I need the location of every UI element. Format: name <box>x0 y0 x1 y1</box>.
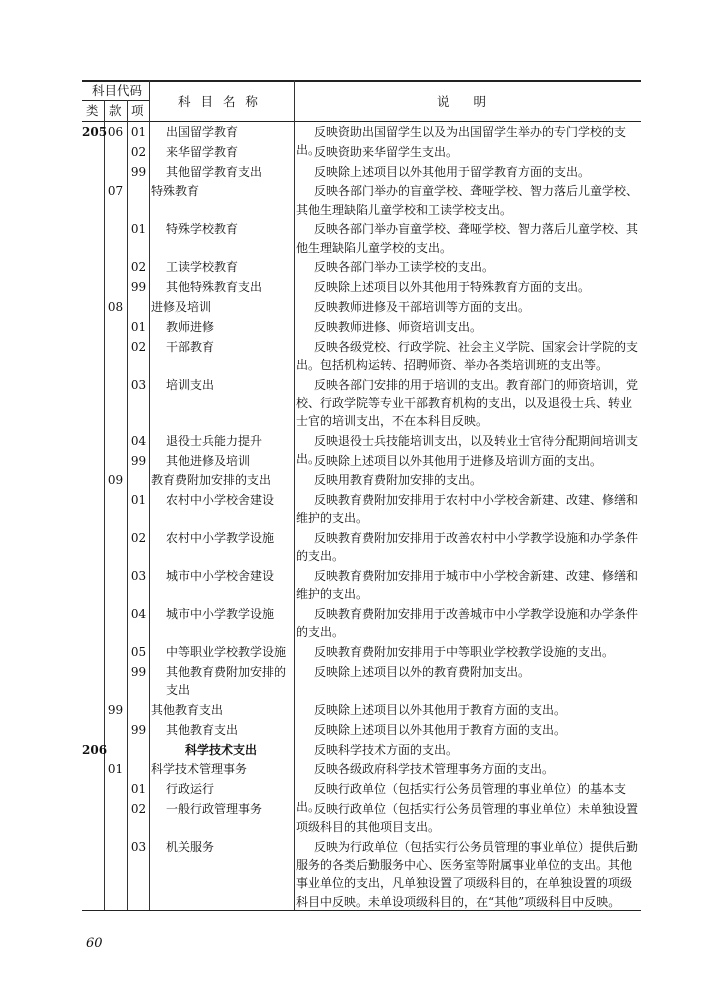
header-bottom-rule <box>82 121 641 122</box>
cell-xiang: 04 <box>130 433 147 448</box>
cell-name: 中等职业学校教学设施 <box>166 645 287 660</box>
cell-xiang: 03 <box>130 840 147 854</box>
cell-name: 科学技术管理事务 <box>151 762 248 777</box>
cell-desc: 反映为行政单位（包括实行公务员管理的事业单位）提供后勤服务的各类后勤服务中心、医务室等附属事业单位的支出。其他事业单位的支出，凡单独设置了项级科目的，在单独设置的项级科目中反映。未单设项级科目的，在“其他”项级科目中反映。 <box>296 840 639 909</box>
cell-name: 农村中小学校舍建设 <box>166 493 275 508</box>
cell-xiang: 99 <box>130 665 147 679</box>
header-lei: 类 <box>86 103 99 118</box>
cell-name: 教育费附加安排的支出 <box>151 473 272 488</box>
cell-name: 其他进修及培训 <box>166 453 251 468</box>
cell-desc: 反映资助出国留学生以及为出国留学生举办的专门学校的支出。 <box>296 125 627 158</box>
cell-desc: 反映行政单位（包括实行公务员管理的事业单位）未单独设置项级科目的其他项目支出。 <box>296 802 639 835</box>
cell-kuan: 07 <box>107 184 124 199</box>
table-row <box>82 338 641 374</box>
cell-name: 退役士兵能力提升 <box>166 433 263 448</box>
cell-kuan: 99 <box>107 703 124 717</box>
cell-name: 行政运行 <box>166 782 215 797</box>
cell-desc: 反映除上述项目以外其他用于进修及培训方面的支出。 <box>314 453 603 468</box>
table-row <box>82 529 641 565</box>
table-row <box>82 800 641 836</box>
cell-xiang: 04 <box>130 607 147 622</box>
cell-desc: 反映教师进修、师资培训支出。 <box>314 319 483 334</box>
header-xiang: 项 <box>131 103 144 118</box>
cell-name: 其他留学教育支出 <box>166 164 263 179</box>
cell-name: 其他教育费附加安排的支出 <box>166 665 287 698</box>
cell-desc: 反映教育费附加安排用于农村中小学校舍新建、改建、修缮和维护的支出。 <box>296 493 639 526</box>
header-code-group: 科目代码 <box>92 83 143 98</box>
cell-desc: 反映各部门举办的盲童学校、聋哑学校、智力落后儿童学校、其他生理缺陷儿童学校和工读学校支出。 <box>296 184 639 217</box>
cell-desc: 反映各级政府科学技术管理事务方面的支出。 <box>314 762 555 777</box>
table-row <box>82 278 641 296</box>
cell-xiang: 02 <box>130 531 147 546</box>
table-row <box>82 701 641 719</box>
header-name: 科 目 名 称 <box>178 94 261 109</box>
cell-name: 来华留学教育 <box>166 144 239 159</box>
cell-xiang: 02 <box>130 802 147 816</box>
cell-desc: 反映教育费附加安排用于改善农村中小学教学设施和办学条件的支出。 <box>296 531 639 564</box>
cell-xiang: 03 <box>130 569 147 584</box>
cell-name: 科学技术支出 <box>185 742 258 757</box>
cell-xiang: 99 <box>130 453 147 468</box>
cell-xiang: 02 <box>130 144 147 159</box>
cell-desc: 反映各部门举办工读学校的支出。 <box>314 260 495 275</box>
table-row <box>82 760 641 778</box>
header-subrule <box>82 100 149 101</box>
cell-desc: 反映用教育费附加安排的支出。 <box>314 473 483 488</box>
cell-kuan: 06 <box>107 125 124 139</box>
page-number: 60 <box>86 936 103 951</box>
cell-desc: 反映除上述项目以外其他用于特殊教育方面的支出。 <box>314 280 591 295</box>
cell-desc: 反映行政单位（包括实行公务员管理的事业单位）的基本支出。 <box>296 782 627 815</box>
table-row <box>82 741 641 759</box>
cell-name: 特殊教育 <box>151 184 200 199</box>
table-row <box>82 452 641 470</box>
cell-name: 教师进修 <box>166 319 215 334</box>
cell-xiang: 05 <box>130 645 147 660</box>
cell-name: 城市中小学教学设施 <box>166 607 275 622</box>
table-row <box>82 663 641 699</box>
table-row <box>82 318 641 336</box>
cell-xiang: 02 <box>130 260 147 275</box>
cell-name: 其他特殊教育支出 <box>166 280 263 295</box>
table-row <box>82 376 641 431</box>
cell-desc: 反映教师进修及干部培训等方面的支出。 <box>314 300 531 314</box>
cell-name: 机关服务 <box>166 840 215 854</box>
table-row <box>82 220 641 256</box>
cell-xiang: 01 <box>130 493 147 508</box>
cell-desc: 反映各部门安排的用于培训的支出。教育部门的师资培训，党校、行政学院等专业干部教育机构的支出，以及退役士兵、转业士官的培训支出，不在本科目反映。 <box>296 377 639 428</box>
cell-name: 培训支出 <box>166 377 215 392</box>
table-row <box>82 471 641 489</box>
cell-xiang: 01 <box>130 319 147 334</box>
cell-name: 特殊学校教育 <box>166 222 239 237</box>
cell-kuan: 09 <box>107 473 124 488</box>
cell-name: 城市中小学校舍建设 <box>166 569 275 584</box>
cell-name: 工读学校教育 <box>166 260 239 275</box>
header-kuan: 款 <box>109 103 122 118</box>
table-row <box>82 605 641 641</box>
table-row <box>82 258 641 276</box>
table-row <box>82 491 641 527</box>
cell-desc: 反映教育费附加安排用于城市中小学校舍新建、改建、修缮和维护的支出。 <box>296 569 639 602</box>
cell-desc: 反映退役士兵技能培训支出，以及转业士官待分配期间培训支出。 <box>296 433 639 466</box>
cell-kuan: 08 <box>107 300 124 314</box>
header-desc: 说 明 <box>437 94 496 109</box>
cell-desc: 反映除上述项目以外其他用于留学教育方面的支出。 <box>314 164 591 179</box>
cell-desc: 反映科学技术方面的支出。 <box>314 742 459 757</box>
cell-xiang: 02 <box>130 339 147 354</box>
cell-desc: 反映除上述项目以外其他用于教育方面的支出。 <box>314 703 567 717</box>
cell-name: 其他教育支出 <box>151 703 224 717</box>
table-row <box>82 838 641 929</box>
cell-lei: 205 <box>82 125 108 139</box>
cell-desc: 反映除上述项目以外的教育费附加支出。 <box>314 665 531 679</box>
cell-desc: 反映教育费附加安排用于中等职业学校教学设施的支出。 <box>314 645 615 660</box>
table-row <box>82 298 641 316</box>
cell-name: 干部教育 <box>166 339 215 354</box>
table-row <box>82 643 641 661</box>
cell-desc: 反映教育费附加安排用于改善城市中小学教学设施和办学条件的支出。 <box>296 607 639 640</box>
table-row <box>82 182 641 218</box>
cell-xiang: 99 <box>130 722 147 737</box>
cell-kuan: 01 <box>107 762 124 777</box>
cell-desc: 反映各部门举办盲童学校、聋哑学校、智力落后儿童学校、其他生理缺陷儿童学校的支出。 <box>296 222 639 255</box>
cell-name: 一般行政管理事务 <box>166 802 263 816</box>
cell-name: 其他教育支出 <box>166 722 239 737</box>
table-row <box>82 163 641 181</box>
cell-desc: 反映各级党校、行政学院、社会主义学院、国家会计学院的支出。包括机构运转、招聘师资、举办各类培训班的支出等。 <box>296 339 639 372</box>
cell-lei: 206 <box>82 742 108 757</box>
table-row <box>82 721 641 739</box>
cell-name: 农村中小学教学设施 <box>166 531 275 546</box>
cell-xiang: 01 <box>130 125 147 139</box>
table-top-rule <box>82 80 641 82</box>
cell-desc: 反映资助来华留学生支出。 <box>314 144 459 159</box>
cell-xiang: 99 <box>130 164 147 179</box>
cell-name: 出国留学教育 <box>166 125 239 139</box>
table-row <box>82 143 641 161</box>
cell-name: 进修及培训 <box>151 300 212 314</box>
cell-desc: 反映除上述项目以外其他用于教育方面的支出。 <box>314 722 567 737</box>
table-row <box>82 567 641 603</box>
cell-xiang: 01 <box>130 782 147 797</box>
cell-xiang: 01 <box>130 222 147 237</box>
cell-xiang: 99 <box>130 280 147 295</box>
cell-xiang: 03 <box>130 377 147 392</box>
